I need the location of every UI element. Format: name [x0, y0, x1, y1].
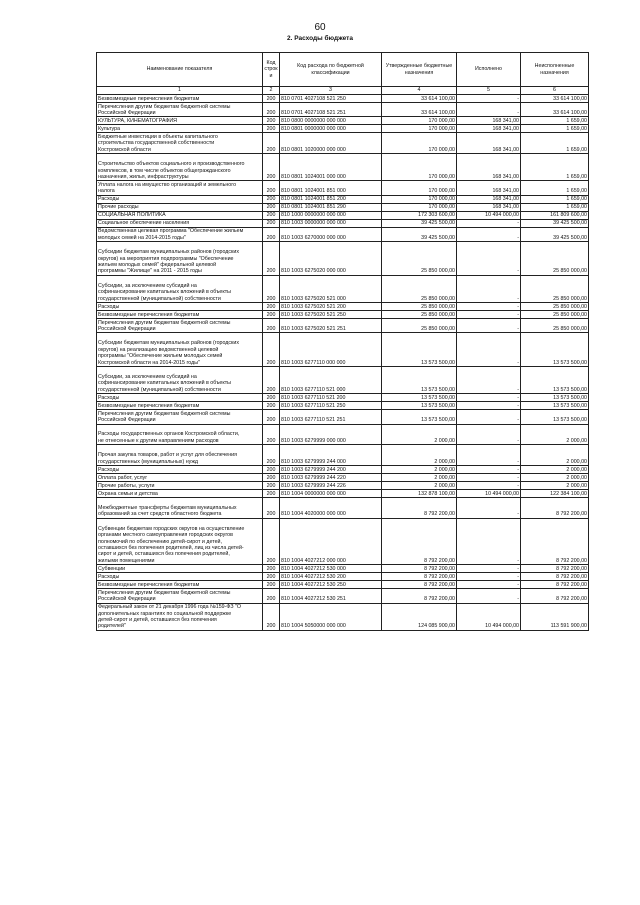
row-name-cell: Перечисления другим бюджетам бюджетной системы Российской Федерации [97, 103, 263, 117]
row-expense-code-cell: 810 0801 1024001 851 290 [280, 203, 382, 211]
row-expense-code-cell: 810 1003 6275020 000 000 [280, 242, 382, 276]
table-row [97, 589, 589, 603]
row-expense-code-cell: 810 1004 4020000 000 000 [280, 498, 382, 519]
row-line-code-cell: 200 [263, 581, 280, 589]
row-line-code-cell: 200 [263, 227, 280, 241]
row-name-cell: Субвенции [97, 565, 263, 573]
row-executed-cell: - [457, 482, 521, 490]
row-expense-code-cell: 810 1003 6275020 521 250 [280, 310, 382, 318]
row-line-code-cell: 200 [263, 219, 280, 227]
row-unexecuted-cell: 25 850 000,00 [521, 310, 589, 318]
row-expense-code-cell: 810 1003 6275020 521 200 [280, 302, 382, 310]
row-name-cell: СОЦИАЛЬНАЯ ПОЛИТИКА [97, 211, 263, 219]
row-executed-cell: 168 341,00 [457, 125, 521, 133]
row-unexecuted-cell: 25 850 000,00 [521, 242, 589, 276]
row-unexecuted-cell: 13 573 500,00 [521, 410, 589, 424]
row-approved-cell: 2 000,00 [382, 424, 457, 445]
row-approved-cell: 170 000,00 [382, 195, 457, 203]
row-executed-cell: - [457, 275, 521, 302]
row-executed-cell: - [457, 565, 521, 573]
row-executed-cell: - [457, 310, 521, 318]
row-name-cell: Расходы [97, 302, 263, 310]
row-executed-cell: - [457, 410, 521, 424]
row-expense-code-cell: 810 0801 1024001 000 000 [280, 154, 382, 181]
row-executed-cell: 10 494 000,00 [457, 490, 521, 498]
row-executed-cell: 10 494 000,00 [457, 603, 521, 630]
row-approved-cell: 172 303 600,00 [382, 211, 457, 219]
row-name-cell: Прочие работы, услуги [97, 482, 263, 490]
row-expense-code-cell: 810 1003 6277110 521 000 [280, 366, 382, 393]
row-approved-cell: 132 878 100,00 [382, 490, 457, 498]
table-row [97, 318, 589, 332]
row-executed-cell: 168 341,00 [457, 117, 521, 125]
table-row [97, 333, 589, 367]
row-unexecuted-cell: 161 809 600,00 [521, 211, 589, 219]
row-executed-cell: - [457, 394, 521, 402]
row-approved-cell: 39 425 500,00 [382, 227, 457, 241]
row-approved-cell: 25 850 000,00 [382, 302, 457, 310]
row-approved-cell: 8 792 200,00 [382, 518, 457, 564]
row-line-code-cell: 200 [263, 211, 280, 219]
table-row [97, 366, 589, 393]
table-row [97, 581, 589, 589]
row-name-cell: Перечисления другим бюджетам бюджетной системы Российской Федерации [97, 589, 263, 603]
table-body [97, 95, 589, 631]
row-executed-cell: - [457, 581, 521, 589]
row-approved-cell: 13 573 500,00 [382, 394, 457, 402]
row-unexecuted-cell: 1 659,00 [521, 195, 589, 203]
row-executed-cell: - [457, 498, 521, 519]
row-approved-cell: 170 000,00 [382, 117, 457, 125]
row-approved-cell: 33 614 100,00 [382, 103, 457, 117]
row-executed-cell: - [457, 333, 521, 367]
row-approved-cell: 170 000,00 [382, 133, 457, 154]
row-executed-cell: - [457, 474, 521, 482]
row-line-code-cell: 200 [263, 203, 280, 211]
row-approved-cell: 8 792 200,00 [382, 573, 457, 581]
row-approved-cell: 13 573 500,00 [382, 366, 457, 393]
row-line-code-cell: 200 [263, 103, 280, 117]
row-unexecuted-cell: 33 614 100,00 [521, 103, 589, 117]
row-approved-cell: 170 000,00 [382, 154, 457, 181]
row-name-cell: Культура [97, 125, 263, 133]
table-row [97, 203, 589, 211]
row-executed-cell: 168 341,00 [457, 181, 521, 195]
row-executed-cell: 168 341,00 [457, 133, 521, 154]
row-expense-code-cell: 810 1003 6270000 000 000 [280, 227, 382, 241]
row-executed-cell: - [457, 95, 521, 103]
row-name-cell: КУЛЬТУРА, КИНЕМАТОГРАФИЯ [97, 117, 263, 125]
row-name-cell: Прочая закупка товаров, работ и услуг для обеспечения государственных (муниципальных) нужд [97, 445, 263, 466]
row-line-code-cell: 200 [263, 474, 280, 482]
row-line-code-cell: 200 [263, 394, 280, 402]
row-unexecuted-cell: 2 000,00 [521, 466, 589, 474]
row-approved-cell: 8 792 200,00 [382, 581, 457, 589]
table-row [97, 95, 589, 103]
row-name-cell: Бюджетные инвестиции в объекты капитального строительства государственной собственности Костромской области [97, 133, 263, 154]
row-line-code-cell: 200 [263, 366, 280, 393]
row-expense-code-cell: 810 0701 4027108 521 251 [280, 103, 382, 117]
row-line-code-cell: 200 [263, 275, 280, 302]
row-name-cell: Безвозмездные перечисления бюджетам [97, 402, 263, 410]
row-name-cell: Социальное обеспечение населения [97, 219, 263, 227]
row-executed-cell: 168 341,00 [457, 154, 521, 181]
row-name-cell: Субсидии, за исключением субсидий на софинансирование капитальных вложений в объекты государственной (муниципальной) собственности [97, 275, 263, 302]
row-approved-cell: 25 850 000,00 [382, 310, 457, 318]
table-row [97, 445, 589, 466]
row-unexecuted-cell: 13 573 500,00 [521, 394, 589, 402]
row-expense-code-cell: 810 1003 6279999 244 226 [280, 482, 382, 490]
row-unexecuted-cell: 2 000,00 [521, 482, 589, 490]
table-row [97, 103, 589, 117]
table-row [97, 227, 589, 241]
row-name-cell: Безвозмездные перечисления бюджетам [97, 581, 263, 589]
row-line-code-cell: 200 [263, 565, 280, 573]
row-unexecuted-cell: 1 659,00 [521, 133, 589, 154]
header-approved: Утвержденные бюджетные назначения [382, 53, 457, 87]
row-name-cell: Охрана семьи и детства [97, 490, 263, 498]
row-expense-code-cell: 810 1004 4027212 000 000 [280, 518, 382, 564]
row-unexecuted-cell: 1 659,00 [521, 154, 589, 181]
row-line-code-cell: 200 [263, 242, 280, 276]
row-expense-code-cell: 810 1003 6279999 244 220 [280, 474, 382, 482]
row-approved-cell: 124 085 900,00 [382, 603, 457, 630]
row-executed-cell: - [457, 242, 521, 276]
row-expense-code-cell: 810 1000 0000000 000 000 [280, 211, 382, 219]
table-row [97, 603, 589, 630]
table-row [97, 133, 589, 154]
row-name-cell: Прочие расходы [97, 203, 263, 211]
row-expense-code-cell: 810 1004 0000000 000 000 [280, 490, 382, 498]
table-row [97, 117, 589, 125]
row-line-code-cell: 200 [263, 466, 280, 474]
row-name-cell: Оплата работ, услуг [97, 474, 263, 482]
row-unexecuted-cell: 2 000,00 [521, 474, 589, 482]
row-line-code-cell: 200 [263, 498, 280, 519]
row-unexecuted-cell: 122 384 100,00 [521, 490, 589, 498]
row-line-code-cell: 200 [263, 333, 280, 367]
row-name-cell: Субсидии бюджетам муниципальных районов (городских округов) на реализацию ведомственной целевой программы "Обеспечение жильем молодых семей Костромской области на 2014-2015 годы" [97, 333, 263, 367]
row-line-code-cell: 200 [263, 490, 280, 498]
table-row [97, 482, 589, 490]
row-unexecuted-cell: 2 000,00 [521, 424, 589, 445]
row-expense-code-cell: 810 0701 4027108 521 250 [280, 95, 382, 103]
row-expense-code-cell: 810 1003 6279999 000 000 [280, 424, 382, 445]
row-line-code-cell: 200 [263, 318, 280, 332]
row-name-cell: Перечисления другим бюджетам бюджетной системы Российской Федерации [97, 410, 263, 424]
table-row [97, 181, 589, 195]
column-number: 1 [97, 87, 263, 95]
row-unexecuted-cell: 1 659,00 [521, 181, 589, 195]
row-name-cell: Расходы [97, 466, 263, 474]
section-title: 2. Расходы бюджета [287, 35, 353, 42]
row-line-code-cell: 200 [263, 482, 280, 490]
row-executed-cell: - [457, 589, 521, 603]
row-unexecuted-cell: 39 425 500,00 [521, 219, 589, 227]
row-expense-code-cell: 810 1003 6275020 521 000 [280, 275, 382, 302]
row-line-code-cell: 200 [263, 310, 280, 318]
row-unexecuted-cell: 25 850 000,00 [521, 302, 589, 310]
row-line-code-cell: 200 [263, 424, 280, 445]
row-name-cell: Расходы [97, 573, 263, 581]
header-unexecuted: Неисполненные назначения [521, 53, 589, 87]
row-expense-code-cell: 810 1004 4027212 530 251 [280, 589, 382, 603]
row-executed-cell: - [457, 219, 521, 227]
column-number: 6 [521, 87, 589, 95]
row-name-cell: Субвенции бюджетам городских округов на осуществление органами местного самоуправления городских округов полномочий по обеспечению детей-сирот и детей, оставшихся без попечения родителей, лиц из числа детей- сирот и детей, оставшихся без попечения родителей, жилыми помещениями [97, 518, 263, 564]
row-name-cell: Субсидии, за исключением субсидий на софинансирование капитальных вложений в объекты государственной (муниципальной) собственности [97, 366, 263, 393]
table-row [97, 466, 589, 474]
table-row [97, 490, 589, 498]
row-approved-cell: 25 850 000,00 [382, 242, 457, 276]
row-expense-code-cell: 810 1003 6277110 521 200 [280, 394, 382, 402]
row-approved-cell: 8 792 200,00 [382, 589, 457, 603]
table-row [97, 565, 589, 573]
row-executed-cell: - [457, 573, 521, 581]
row-approved-cell: 8 792 200,00 [382, 498, 457, 519]
table-row [97, 402, 589, 410]
row-name-cell: Уплата налога на имущество организаций и земельного налога [97, 181, 263, 195]
row-approved-cell: 2 000,00 [382, 466, 457, 474]
table-row [97, 474, 589, 482]
row-line-code-cell: 200 [263, 195, 280, 203]
row-line-code-cell: 200 [263, 410, 280, 424]
row-unexecuted-cell: 8 792 200,00 [521, 565, 589, 573]
row-unexecuted-cell: 13 573 500,00 [521, 402, 589, 410]
row-line-code-cell: 200 [263, 603, 280, 630]
row-line-code-cell: 200 [263, 117, 280, 125]
header-expense-code: Код расхода по бюджетной классификации [280, 53, 382, 87]
row-expense-code-cell: 810 0801 0000000 000 000 [280, 125, 382, 133]
row-name-cell: Субсидии бюджетам муниципальных районов (городских округов) на мероприятия подпрограммы "Обеспечение жильем молодых семей" федеральной целевой программы "Жилище" на 2011 - 2015 годы [97, 242, 263, 276]
row-unexecuted-cell: 8 792 200,00 [521, 518, 589, 564]
row-expense-code-cell: 810 1003 6277110 000 000 [280, 333, 382, 367]
row-unexecuted-cell: 1 659,00 [521, 125, 589, 133]
row-name-cell: Безвозмездные перечисления бюджетам [97, 95, 263, 103]
budget-expenses-table [96, 52, 589, 631]
row-executed-cell: - [457, 302, 521, 310]
row-name-cell: Расходы государственных органов Костромской области, не отнесенные к другим направлениям расходов [97, 424, 263, 445]
row-line-code-cell: 200 [263, 154, 280, 181]
row-unexecuted-cell: 13 573 500,00 [521, 366, 589, 393]
row-expense-code-cell: 810 0800 0000000 000 000 [280, 117, 382, 125]
table-row [97, 154, 589, 181]
row-unexecuted-cell: 33 614 100,00 [521, 95, 589, 103]
row-expense-code-cell: 810 1003 6277110 521 250 [280, 402, 382, 410]
row-name-cell: Расходы [97, 195, 263, 203]
row-approved-cell: 170 000,00 [382, 181, 457, 195]
row-expense-code-cell: 810 1004 5050000 000 000 [280, 603, 382, 630]
row-executed-cell: - [457, 318, 521, 332]
table-row [97, 211, 589, 219]
row-approved-cell: 33 614 100,00 [382, 95, 457, 103]
row-expense-code-cell: 810 1003 6279999 244 000 [280, 445, 382, 466]
table-row [97, 219, 589, 227]
row-unexecuted-cell: 1 659,00 [521, 117, 589, 125]
row-approved-cell: 2 000,00 [382, 474, 457, 482]
row-unexecuted-cell: 8 792 200,00 [521, 573, 589, 581]
row-unexecuted-cell: 8 792 200,00 [521, 498, 589, 519]
row-expense-code-cell: 810 0801 1024001 851 000 [280, 181, 382, 195]
row-line-code-cell: 200 [263, 589, 280, 603]
row-executed-cell: 168 341,00 [457, 203, 521, 211]
row-executed-cell: - [457, 402, 521, 410]
row-executed-cell: 168 341,00 [457, 195, 521, 203]
row-name-cell: Ведомственная целевая программа "Обеспечение жильем молодых семей на 2014-2015 годы" [97, 227, 263, 241]
column-number: 5 [457, 87, 521, 95]
row-approved-cell: 170 000,00 [382, 125, 457, 133]
row-expense-code-cell: 810 1003 0000000 000 000 [280, 219, 382, 227]
table-row [97, 498, 589, 519]
table-row [97, 310, 589, 318]
row-executed-cell: - [457, 227, 521, 241]
column-number: 2 [263, 87, 280, 95]
row-approved-cell: 13 573 500,00 [382, 410, 457, 424]
table-row [97, 195, 589, 203]
row-unexecuted-cell: 13 573 500,00 [521, 333, 589, 367]
table-row [97, 242, 589, 276]
row-name-cell: Расходы [97, 394, 263, 402]
row-expense-code-cell: 810 1003 6279999 244 200 [280, 466, 382, 474]
table-row [97, 410, 589, 424]
row-expense-code-cell: 810 1004 4027212 530 000 [280, 565, 382, 573]
table-row [97, 394, 589, 402]
row-approved-cell: 170 000,00 [382, 203, 457, 211]
row-unexecuted-cell: 39 425 500,00 [521, 227, 589, 241]
row-unexecuted-cell: 25 850 000,00 [521, 318, 589, 332]
header-executed: Исполнено [457, 53, 521, 87]
row-line-code-cell: 200 [263, 95, 280, 103]
row-name-cell: Строительство объектов социального и производственного комплексов, в том числе объектов общегражданского назначения, жилья, инфраструктуры [97, 154, 263, 181]
row-line-code-cell: 200 [263, 133, 280, 154]
row-expense-code-cell: 810 1004 4027212 530 250 [280, 581, 382, 589]
row-unexecuted-cell: 25 850 000,00 [521, 275, 589, 302]
row-executed-cell: - [457, 424, 521, 445]
row-line-code-cell: 200 [263, 125, 280, 133]
row-expense-code-cell: 810 0801 1020000 000 000 [280, 133, 382, 154]
row-executed-cell: - [457, 445, 521, 466]
column-number: 3 [280, 87, 382, 95]
page-number: 60 [314, 22, 326, 33]
table-row [97, 302, 589, 310]
row-executed-cell: - [457, 466, 521, 474]
row-approved-cell: 13 573 500,00 [382, 333, 457, 367]
row-line-code-cell: 200 [263, 518, 280, 564]
row-approved-cell: 2 000,00 [382, 445, 457, 466]
row-name-cell: Безвозмездные перечисления бюджетам [97, 310, 263, 318]
row-executed-cell: - [457, 103, 521, 117]
header-line-code: Код строк и [263, 53, 280, 87]
row-unexecuted-cell: 1 659,00 [521, 203, 589, 211]
row-approved-cell: 13 573 500,00 [382, 402, 457, 410]
row-unexecuted-cell: 8 792 200,00 [521, 581, 589, 589]
row-unexecuted-cell: 8 792 200,00 [521, 589, 589, 603]
table-row [97, 125, 589, 133]
row-approved-cell: 39 425 500,00 [382, 219, 457, 227]
row-approved-cell: 25 850 000,00 [382, 318, 457, 332]
row-approved-cell: 25 850 000,00 [382, 275, 457, 302]
header-indicator-name: Наименование показателя [97, 53, 263, 87]
row-name-cell: Перечисления другим бюджетам бюджетной системы Российской Федерации [97, 318, 263, 332]
row-expense-code-cell: 810 0801 1024001 851 200 [280, 195, 382, 203]
table-row [97, 275, 589, 302]
row-expense-code-cell: 810 1003 6277110 521 251 [280, 410, 382, 424]
row-unexecuted-cell: 2 000,00 [521, 445, 589, 466]
row-unexecuted-cell: 113 591 900,00 [521, 603, 589, 630]
row-line-code-cell: 200 [263, 402, 280, 410]
row-expense-code-cell: 810 1003 6275020 521 251 [280, 318, 382, 332]
table-row [97, 424, 589, 445]
row-approved-cell: 2 000,00 [382, 482, 457, 490]
row-executed-cell: 10 494 000,00 [457, 211, 521, 219]
row-approved-cell: 8 792 200,00 [382, 565, 457, 573]
row-line-code-cell: 200 [263, 302, 280, 310]
row-executed-cell: - [457, 518, 521, 564]
table-row [97, 573, 589, 581]
row-name-cell: Межбюджетные трансферты бюджетам муниципальных образований за счет средств областного бюджета [97, 498, 263, 519]
row-executed-cell: - [457, 366, 521, 393]
row-name-cell: Федеральный закон от 21 декабря 1996 года №159-ФЗ "О дополнительных гарантиях по социальной поддержке детей-сирот и детей, оставшихся без попечения родителей" [97, 603, 263, 630]
row-expense-code-cell: 810 1004 4027212 530 200 [280, 573, 382, 581]
row-line-code-cell: 200 [263, 445, 280, 466]
row-line-code-cell: 200 [263, 181, 280, 195]
table-row [97, 518, 589, 564]
column-number: 4 [382, 87, 457, 95]
row-line-code-cell: 200 [263, 573, 280, 581]
